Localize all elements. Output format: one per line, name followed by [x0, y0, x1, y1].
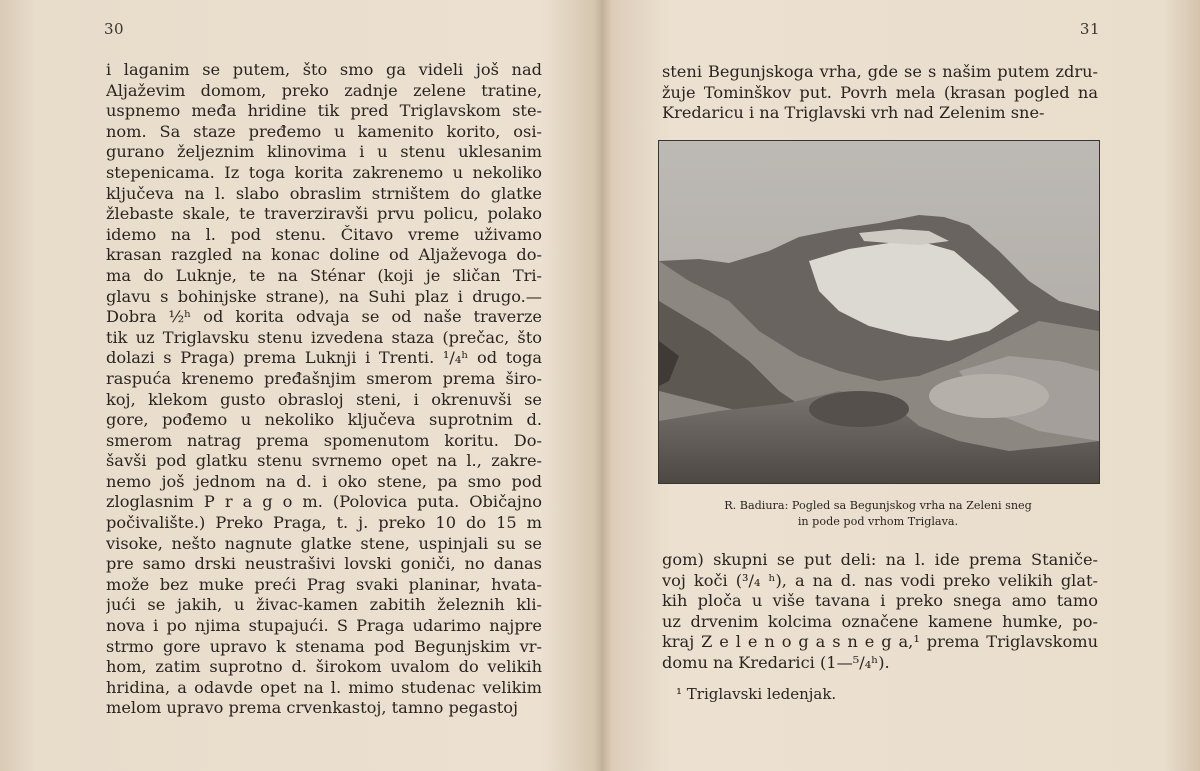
photo-caption	[658, 498, 1098, 530]
text-line: gurano željeznim klinovima i u stenu uklesanim	[106, 142, 542, 162]
right-bottom-text-block	[662, 550, 1098, 674]
text-line: tik uz Triglavsku stenu izvedena staza (prečac, što	[106, 327, 542, 347]
text-line: uz drvenim kolcima označene kamene humke, po-	[662, 611, 1098, 631]
text-line: kih ploča u više tavana i preko snega amo tamo	[662, 591, 1098, 611]
text-line: visoke, nešto nagnute glatke stene, uspinjali su se	[106, 533, 542, 553]
text-line: hom, zatim suprotno d. širokom uvalom do velikih	[106, 657, 542, 677]
text-line: pre samo drski neustrašivi lovski goniči, no danas	[106, 554, 542, 574]
text-line: gom) skupni se put deli: na l. ide prema Staniče-	[662, 550, 1098, 569]
text-line: Kredaricu i na Triglavski vrh nad Zelenim sne-	[662, 103, 1045, 123]
text-line: zloglasnim P r a g o m. (Polovica puta. Običajno	[106, 492, 542, 512]
text-line: žlebaste skale, te traverziravši prvu policu, polako	[106, 204, 542, 224]
text-line: steni Begunjskoga vrha, gde se s našim putem zdru-	[662, 62, 1098, 81]
caption-line: in pode pod vrhom Triglava.	[797, 515, 959, 528]
text-line: i laganim se putem, što smo ga videli još nad	[106, 60, 542, 79]
text-line: idemo na l. pod stenu. Čitavo vreme uživamo	[106, 224, 542, 244]
text-line: koj, klekom gusto obrasloj steni, i okrenuvši se	[106, 389, 542, 409]
text-line: Aljaževim domom, preko zadnje zelene tratine,	[106, 80, 542, 100]
text-line: raspuća krenemo pređašnjim smerom prema širo-	[106, 368, 542, 388]
text-line: ma do Luknje, te na Sténar (koji je sličan Tri-	[106, 265, 542, 285]
text-line: gore, pođemo u nekoliko ključeva suprotnim d.	[106, 410, 542, 430]
text-line: smerom natrag prema spomenutom koritu. Do-	[106, 430, 542, 450]
text-line: voj koči (³/₄ ʰ), a na d. nas vodi preko velikih glat-	[662, 570, 1098, 590]
caption-line: R. Badiura: Pogled sa Begunjskog vrha na Zeleni sneg	[724, 499, 1032, 512]
text-line: nom. Sa staze pređemo u kamenito korito, osi-	[106, 121, 542, 141]
page-number: 30	[104, 20, 125, 38]
text-line: nemo još jednom na d. i oko stene, pa smo pod	[106, 471, 542, 491]
text-line: melom upravo prema crvenkastoj, tamno pegastoj	[106, 698, 519, 718]
text-line: nova i po njima stupajući. S Praga udarimo najpre	[106, 616, 542, 636]
text-line: može bez muke preći Prag svaki planinar, hvata-	[106, 574, 542, 594]
mountain-photo-image	[659, 141, 1099, 483]
right-page	[604, 0, 1200, 771]
text-line: jući se jakih, u živac-kamen zabitih železnih kli-	[106, 595, 542, 615]
text-line: uspnemo međa hridine tik pred Triglavskom ste-	[106, 101, 542, 121]
text-line: glavu s bohinjske strane), na Suhi plaz i drugo.—	[106, 286, 542, 306]
footnote: ¹ Triglavski ledenjak.	[676, 685, 837, 703]
text-line: Dobra ½ʰ od korita odvaja se od naše traverze	[106, 307, 542, 327]
text-line: žuje Tominškov put. Povrh mela (krasan pogled na	[662, 82, 1098, 102]
page-number: 31	[1079, 20, 1100, 38]
text-line: strmo gore upravo k stenama pod Begunjskim vr-	[106, 636, 542, 656]
mountain-photo	[658, 140, 1100, 484]
text-line: stepenicama. Iz toga korita zakrenemo u nekoliko	[106, 162, 542, 182]
text-line: počivalište.) Preko Praga, t. j. preko 10 do 15 m	[106, 513, 542, 533]
text-line: domu na Kredarici (1—⁵/₄ʰ).	[662, 652, 890, 672]
right-top-text-block	[662, 62, 1098, 124]
text-line: dolazi s Praga) prema Luknji i Trenti. ¹/₄ʰ od toga	[106, 348, 542, 368]
text-line: krasan razgled na konac doline od Aljaževoga do-	[106, 245, 542, 265]
text-line: kraj Z e l e n o g a s n e g a,¹ prema Triglavskomu	[662, 632, 1098, 652]
text-line: šavši pod glatku stenu svrnemo opet na l., zakre-	[106, 451, 542, 471]
left-text-block	[106, 60, 542, 719]
text-line: hridina, a odavde opet na l. mimo studenac velikim	[106, 677, 542, 697]
text-line: ključeva na l. slabo obraslim strništem do glatke	[106, 183, 542, 203]
